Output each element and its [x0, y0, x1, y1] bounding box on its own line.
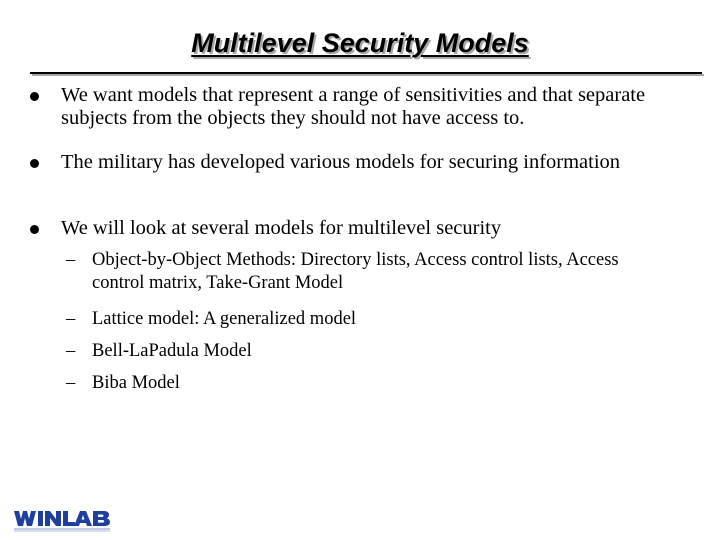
sub-bullet-text: Object-by-Object Methods: Directory lists, Access control lists, Access control matrix, Take-Grant Model	[92, 250, 619, 293]
dash-icon: –	[66, 341, 76, 361]
sub-bullet-text: Bell-LaPadula Model	[92, 341, 252, 361]
bullet-text: We will look at several models for multilevel security	[61, 217, 502, 239]
bullet-dot-icon	[30, 92, 39, 101]
slide-title: Multilevel Security Models	[191, 28, 529, 58]
bullet-dot-icon	[30, 159, 39, 168]
sub-bullet-text: Lattice model: A generalized model	[92, 309, 357, 329]
bullet-dot-icon	[30, 225, 39, 234]
bullet-text: The military has developed various models for securing information	[61, 151, 621, 173]
title-divider	[30, 72, 702, 74]
dash-icon: –	[66, 309, 76, 329]
sub-bullet-text: Biba Model	[92, 373, 180, 393]
dash-icon: –	[66, 250, 76, 270]
winlab-logo	[12, 509, 118, 533]
bullet-text: We want models that represent a range of sensitivities and that separate subjects from the objects they should not have access to.	[61, 84, 646, 129]
dash-icon: –	[66, 373, 76, 393]
